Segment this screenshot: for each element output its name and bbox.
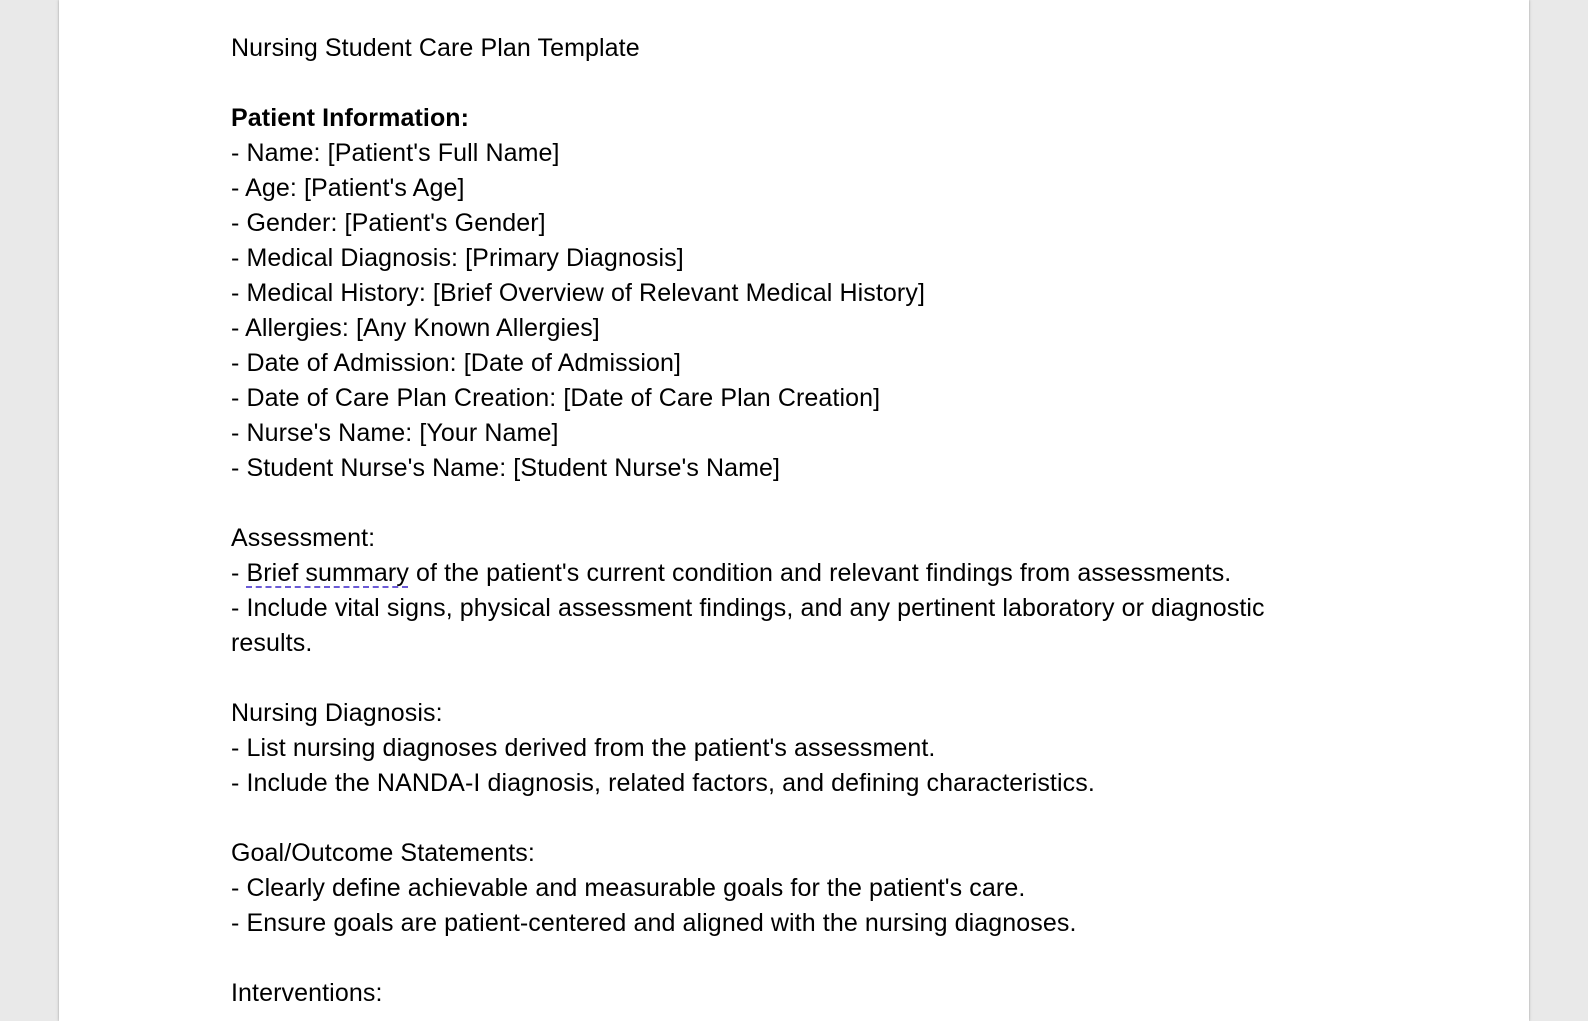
patient-info-name: - Name: [Patient's Full Name]: [231, 139, 560, 167]
patient-info-admission-date: - Date of Admission: [Date of Admission]: [231, 349, 682, 377]
nursing-diagnosis-item: - List nursing diagnoses derived from the patient's assessment.: [231, 734, 936, 762]
blank-line: [231, 66, 1331, 101]
blank-line: [231, 801, 1331, 836]
assessment-item-prefix: -: [231, 559, 247, 587]
goals-item: - Clearly define achievable and measurable goals for the patient's care.: [231, 874, 1026, 902]
blank-line: [231, 661, 1331, 696]
patient-info-heading: Patient Information:: [231, 104, 470, 132]
patient-info-allergies: - Allergies: [Any Known Allergies]: [231, 314, 600, 342]
assessment-item-summary: [231, 556, 1331, 591]
patient-info-care-plan-date: - Date of Care Plan Creation: [Date of Care Plan Creation]: [231, 384, 881, 412]
patient-info-student-nurse-name: - Student Nurse's Name: [Student Nurse's Name]: [231, 454, 781, 482]
document-page[interactable]: [59, 0, 1529, 1021]
spellcheck-flagged-text[interactable]: Brief summary: [246, 559, 409, 587]
patient-info-nurse-name: - Nurse's Name: [Your Name]: [231, 419, 559, 447]
assessment-item-vitals: - Include vital signs, physical assessment findings, and any pertinent laboratory or diagnostic results.: [231, 594, 1265, 657]
assessment-item-rest: of the patient's current condition and relevant findings from assessments.: [408, 559, 1232, 587]
interventions-heading: Interventions:: [231, 979, 383, 1007]
patient-info-age: - Age: [Patient's Age]: [231, 174, 465, 202]
patient-info-medical-diagnosis: - Medical Diagnosis: [Primary Diagnosis]: [231, 244, 684, 272]
goals-heading: Goal/Outcome Statements:: [231, 839, 535, 867]
document-body[interactable]: [231, 31, 1331, 1011]
nursing-diagnosis-item: - Include the NANDA-I diagnosis, related factors, and defining characteristics.: [231, 769, 1095, 797]
blank-line: [231, 486, 1331, 521]
document-title: Nursing Student Care Plan Template: [231, 34, 640, 62]
blank-line: [231, 941, 1331, 976]
assessment-heading: Assessment:: [231, 524, 376, 552]
goals-item: - Ensure goals are patient-centered and aligned with the nursing diagnoses.: [231, 909, 1077, 937]
patient-info-gender: - Gender: [Patient's Gender]: [231, 209, 546, 237]
nursing-diagnosis-heading: Nursing Diagnosis:: [231, 699, 443, 727]
patient-info-medical-history: - Medical History: [Brief Overview of Relevant Medical History]: [231, 279, 925, 307]
